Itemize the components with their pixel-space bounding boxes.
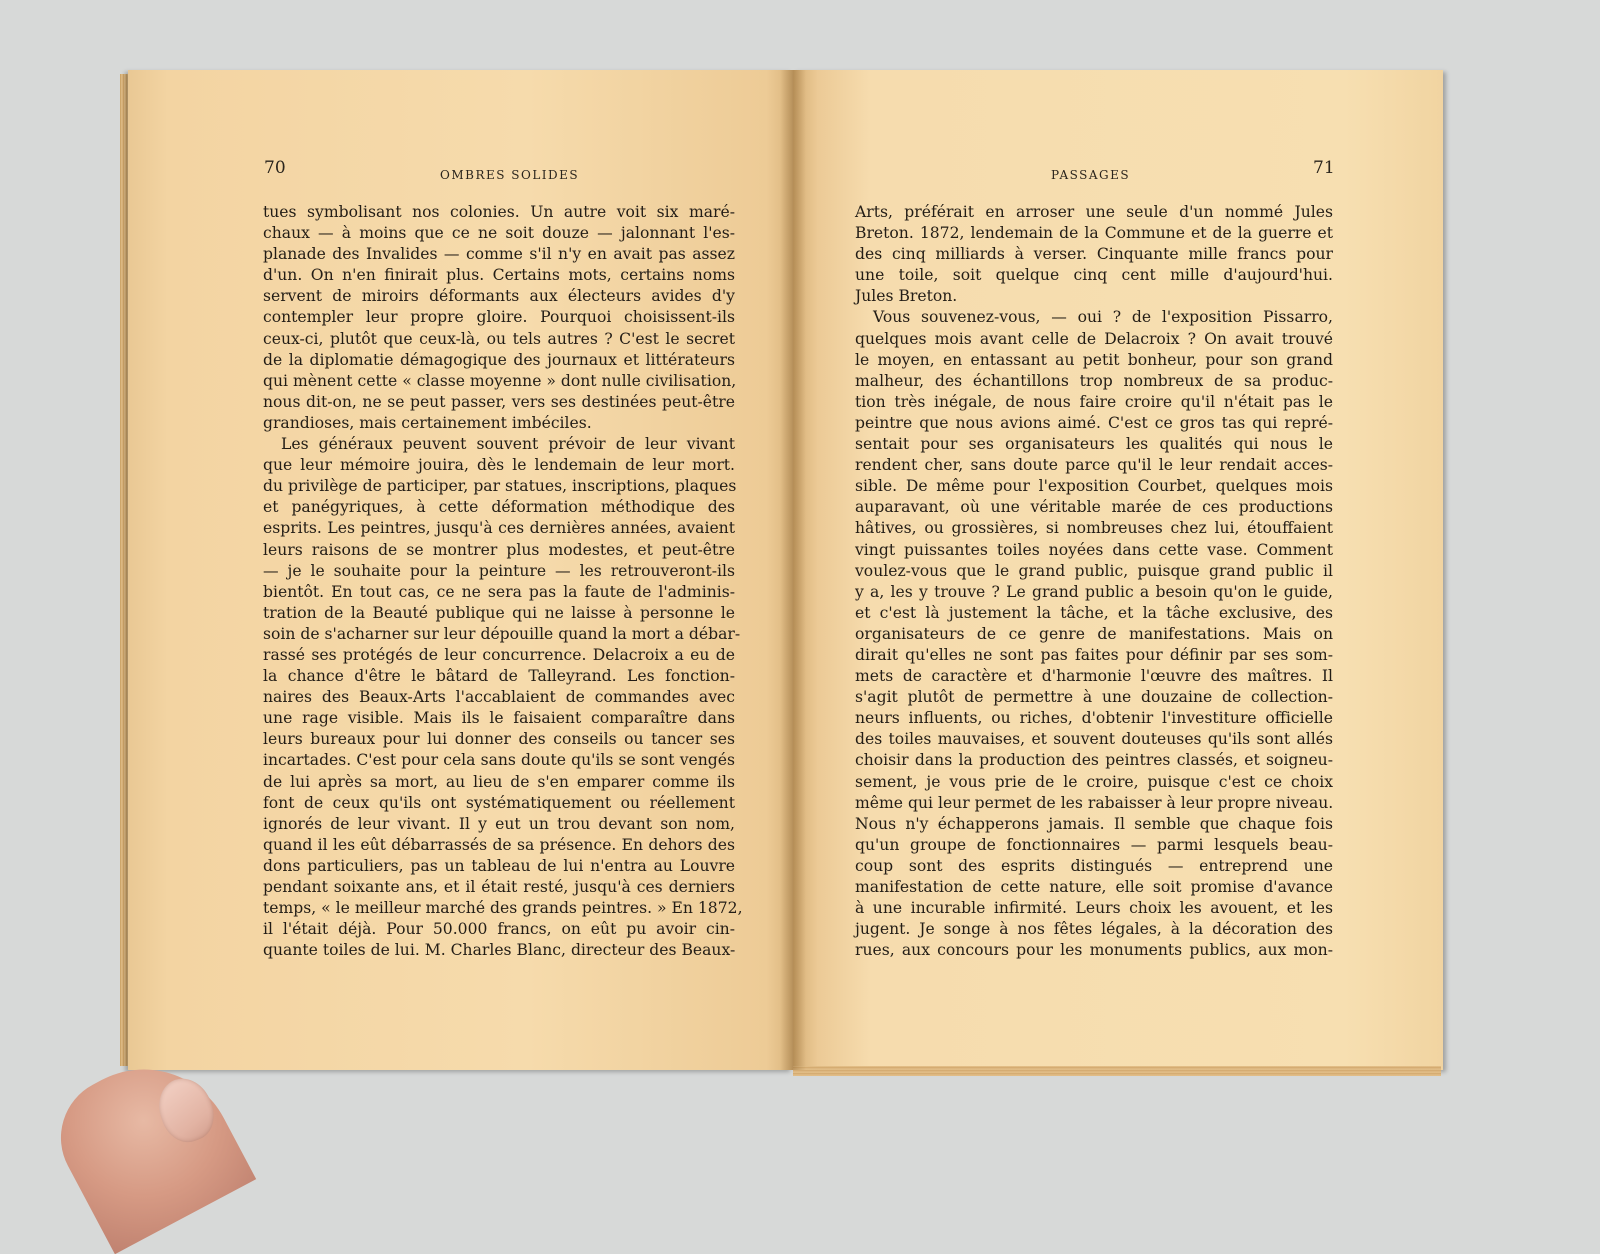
text-line: rendent cher, sans doute parce qu'il le leur rendait acces- [855,456,1333,475]
text-line: il l'était déjà. Pour 50.000 francs, on eût pu avoir cin- [263,920,735,939]
text-line: une toile, soit quelque cinq cent mille d'aujourd'hui. [855,266,1333,285]
text-line: de la diplomatie démagogique des journaux et littérateurs [263,350,735,369]
text-line: grandioses, mais certainement imbéciles. [263,413,592,432]
right-page-number: 71 [1313,158,1335,178]
text-line: de lui après sa mort, au lieu de s'en emparer comme ils [263,772,735,791]
text-line: nous dit-on, ne se peut passer, vers ses destinées peut-être [263,392,735,411]
text-line: et c'est là justement la tâche, et la tâche exclusive, des [855,603,1333,622]
text-line: organisateurs de ce genre de manifestations. Mais on [855,624,1333,643]
text-line: sement, je vous prie de le croire, puisque c'est ce choix [855,772,1333,791]
text-line: voulez-vous que le grand public, puisque grand public il [855,561,1333,580]
text-line: et panégyriques, à cette déformation méthodique des [263,498,735,517]
text-line: y a, les y trouve ? Le grand public a besoin qu'on le guide, [855,582,1333,601]
text-line: auparavant, où une véritable marée de ces productions [855,498,1333,517]
text-line: pendant soixante ans, et il était resté, jusqu'à ces derniers [263,878,735,896]
text-line: dirait qu'elles ne sont pas faites pour définir par ses som- [855,645,1333,664]
text-line: mets de caractère et d'harmonie l'œuvre des maîtres. Il [855,667,1333,686]
left-page-number: 70 [264,158,286,178]
text-line: malheur, des échantillons trop nombreux de sa produc- [855,371,1333,390]
text-line: Arts, préférait en arroser une seule d'un nommé Jules [855,203,1333,221]
text-line: rassé ses protégés de leur concurrence. Delacroix a eu de [263,645,735,664]
text-line: planade des Invalides — comme s'il n'y en avait pas assez [263,245,735,264]
text-line: Les généraux peuvent souvent prévoir de leur vivant [281,435,735,454]
text-line: tion très inégale, de nous faire croire qu'il n'était pas le [855,392,1333,411]
text-line: du privilège de participer, par statues, inscriptions, plaques [263,477,737,496]
text-line: chaux — à moins que ce ne soit douze — jalonnant l'es- [263,224,735,243]
text-line: la chance d'être le bâtard de Talleyrand. Les fonction- [263,667,735,686]
right-page-text [855,202,1333,961]
text-line: tration de la Beauté publique qui ne laisse à personne le [263,603,735,622]
text-line: jugent. Je songe à nos fêtes légales, à la décoration des [855,920,1333,939]
text-line: — je le souhaite pour la peinture — les retrouveront-ils [263,561,735,580]
text-line: contempler leur propre gloire. Pourquoi choisissent-ils [263,308,735,327]
text-line: à une incurable infirmité. Leurs choix les avouent, et les [855,899,1333,918]
text-line: quand il les eût débarrassés de sa présence. En dehors des [263,835,735,854]
text-line: des cinq milliards à verser. Cinquante mille francs pour [855,245,1333,264]
text-line: tues symbolisant nos colonies. Un autre voit six maré- [263,203,735,221]
text-line: quelques mois avant celle de Delacroix ? On avait trouvé [855,329,1333,348]
text-line: bientôt. En tout cas, ce ne sera pas la faute de l'adminis- [263,582,735,601]
book-gutter [780,70,806,1070]
text-line: dons particuliers, pas un tableau de lui n'entra au Louvre [263,856,735,875]
text-line: font de ceux qu'ils ont systématiquement ou réellement [263,793,735,812]
text-line: quante toiles de lui. M. Charles Blanc, directeur des Beaux- [263,941,736,960]
text-line: le moyen, en entassant au petit bonheur, pour son grand [855,350,1333,369]
text-line: soin de s'acharner sur leur dépouille quand la mort a débar- [263,624,741,643]
text-line: Vous souvenez-vous, — oui ? de l'exposition Pissarro, [873,308,1333,327]
text-line: vingt puissantes toiles noyées dans cette vase. Comment [855,540,1333,559]
thumb-holding-page [40,1038,256,1254]
text-line: même qui leur permet de les rabaisser à leur propre niveau. [855,793,1334,812]
text-line: s'agit plutôt de permettre à une douzaine de collection- [855,688,1333,707]
text-line: manifestation de cette nature, elle soit promise d'avance [855,878,1333,896]
text-line: hâtives, ou grossières, si nombreuses chez lui, étouffaient [855,519,1333,538]
text-line: Breton. 1872, lendemain de la Commune et de la guerre et [855,224,1333,243]
text-line: choisir dans la production des peintres classés, et soigneu- [855,751,1333,770]
text-line: naires des Beaux-Arts l'accablaient de commandes avec [263,688,735,707]
text-line: peintre que nous avions aimé. C'est ce gros tas qui repré- [855,413,1333,432]
text-line: esprits. Les peintres, jusqu'à ces dernières années, avaient [263,519,735,538]
text-line: Jules Breton. [855,287,958,306]
text-line: qui mènent cette « classe moyenne » dont nulle civilisation, [263,371,737,390]
text-line: leurs raisons de se montrer plus modestes, et peut-être [263,540,735,559]
text-line: servent de miroirs déformants aux électeurs avides d'y [263,287,735,306]
left-page-text [263,202,743,961]
text-line: temps, « le meilleur marché des grands peintres. » En 1872, [263,899,743,918]
text-line: neurs influents, ou riches, d'obtenir l'investiture officielle [855,709,1333,728]
left-running-head: OMBRES SOLIDES [440,168,580,182]
text-line: leurs bureaux pour lui donner des conseils ou tancer ses [263,730,735,749]
text-line: coup sont des esprits distingués — entreprend une [855,856,1333,875]
text-line: ignorés de leur vivant. Il y eut un trou devant son nom, [263,814,735,833]
text-line: d'un. On n'en finirait plus. Certains mots, certains noms [263,266,735,285]
page-edges-bottom [793,1066,1441,1076]
text-line: ceux-ci, plutôt que ceux-là, ou tels autres ? C'est le secret [263,329,735,348]
text-line: une rage visible. Mais ils le faisaient comparaître dans [263,709,735,728]
text-line: des toiles mauvaises, et souvent douteuses qu'ils sont allés [855,730,1333,749]
text-line: Nous n'y échapperons jamais. Il semble que chaque fois [855,814,1333,833]
text-line: qu'un groupe de fonctionnaires — parmi lesquels beau- [855,835,1333,854]
text-line: incartades. C'est pour cela sans doute qu'ils se sont vengés [263,751,735,770]
text-line: que leur mémoire jouira, dès le lendemain de leur mort. [263,456,735,475]
text-line: sible. De même pour l'exposition Courbet, quelques mois [855,477,1333,496]
right-running-head: PASSAGES [1051,168,1131,182]
text-line: rues, aux concours pour les monuments publics, aux mon- [855,941,1333,960]
text-line: sentait pour ses organisateurs les qualités qui nous le [855,435,1333,454]
